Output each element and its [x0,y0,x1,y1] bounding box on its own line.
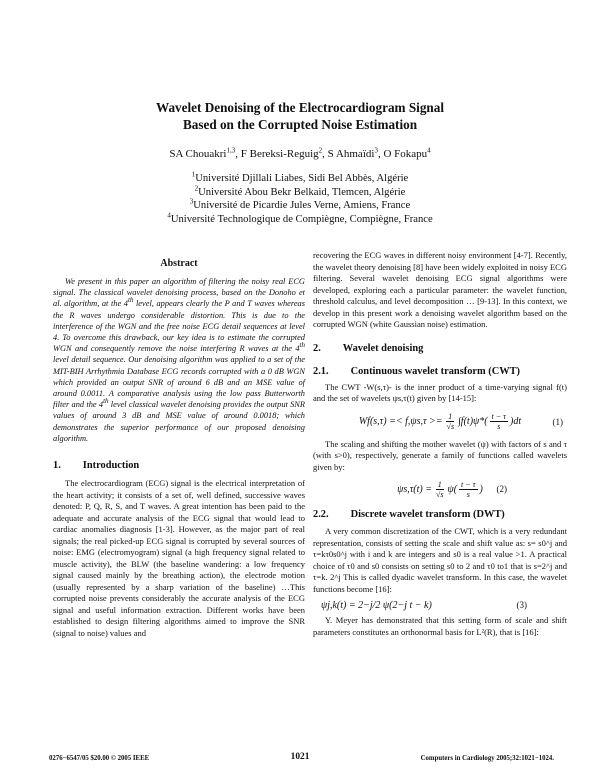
eq2-end: ) [479,483,483,495]
affil-mark: 1 [191,170,196,179]
affil-mark: 4 [167,211,171,220]
eq2-psi: ψ( [447,483,458,495]
scaling-paragraph: The scaling and shifting the mother wavelet (ψ) with factors of s and τ (with s>0), respectively, generate a family of functions called wavelets given by: [313,438,567,472]
author-list: SA Chouakri$^{1,3}$, F Bereksi-Reguig$^2$, S Ahmaïdi$^3$, O Fokapu$^4$ [169,146,431,160]
affiliation [0,172,600,186]
affil-text: Université Technologique de Compiègne, Compiègne, France [170,213,433,225]
eq1-lhs: Wf(s,τ) =< f,ψs,τ >= [358,416,443,427]
subsection-title: Continuous wavelet transform (CWT) [350,365,521,377]
author-affil-mark: 3 [374,146,378,155]
page-number: 1021 [290,752,310,762]
author-name: F Bereksi-Reguig [240,148,319,160]
right-column [313,250,567,638]
equation-1 [313,405,567,439]
author-name: O Fokapu [383,148,428,160]
author-affil-mark: 1,3 [226,146,236,155]
meyer-paragraph: Y. Meyer has demonstrated that this setting form of scale and shift parameters constitutes an orthonormal basis for L²(R), that is [16]: [313,615,567,637]
equation-2 [313,473,567,505]
eq2-prefactor: $\frac{1}{√s}$ [435,479,444,499]
left-column [53,258,305,639]
subsection-number: 2.2. [313,509,329,520]
footer-citation: Computers in Cardiology 2005;32:1021−1024. [420,755,554,762]
title-line-1: Wavelet Denoising of the Electrocardiogram Signal [155,100,445,115]
subsection-heading-dwt [313,509,567,520]
dwt-paragraph: A very common discretization of the CWT, which is a very redundant representation, consists of setting the scale and shift value as: s= s0^j and τ=kτ0s0^j with i and k are integers and s0 is a real value >1. A practical choice of τ0 and s0 consists on setting s0 to 2 and τ0 to1 that is s=2^j and τ=k. 2^j This is called dyadic wavelet transform. In this case, the wavelet functions become [16]: [313,526,567,594]
subsection-title: Discrete wavelet transform (DWT) [350,509,505,520]
eq2-lhs: ψs,τ(t) = [397,483,432,495]
eq1-fraction: $\frac{t - \tau}{s}$ [491,412,507,431]
equation-number: (2) [496,484,507,494]
eq1-integral: ∫f(t)ψ*( [458,416,488,427]
intro-paragraph: The electrocardiogram (ECG) signal is the electrical interpretation of the heart activity; it consists of a set of, well defined, successive waves denoted: P, Q, R, S, and T waves. A great intention has been paid to the adequate and accurate analysis of the ECG signal that would lead to cardiac anomalies diagnosis [1-3]. However, as the major part of real signals; the real picked-up ECG signal is corrupted by several sources of noise: EMG (electromyogram) signal (a high frequency signal related to muscle activity), the BLW (the baseline wandering: a low frequency signal caused mainly by the breathing action), the electrode motion (usually represented by a sharp variation of the baseline) …This corrupted noise prevents considerably the accurate analysis of the ECG signal and useful information extraction. Different works have been established to design filtering algorithms aimed to improve the SNR (signal to noise) values and [53,478,305,638]
eq2-fraction: $\frac{t - \tau}{s}$ [461,479,476,499]
subsection-number: 2.1. [313,365,329,377]
section-number: 1. [53,460,61,472]
equation-number: (3) [516,600,527,610]
eq1-end: )dt [510,416,522,427]
intro-continued-paragraph: recovering the ECG waves in different noisy environment [4-7]. Recently, the wavelet theory denoising [8] have been widely exploited in noisy ECG filtering. Several wavelet denoising ECG signal algorithms were developed, exploring each a particular parameter: the wavelet function, threshold calculus, and level decomposition … [9-13]. In this context, we develop in this present work a denoising wavelet algorithm based on the corrupted WGN (white Gaussian noise) estimation. [313,250,567,329]
section-title: Wavelet denoising [342,342,424,354]
equation-number: (1) [552,416,563,427]
section-number: 2. [313,342,321,354]
section-title: Introduction [82,460,140,472]
cwt-paragraph: The CWT -W(s,τ)- is the inner product of a time-varying signal f(t) and the set of wavelets ψs,τ(t) given by [14-15]: [313,381,567,403]
paper-title [0,99,600,133]
eq3-text: ψj,k(t) = 2−j/2 ψ(2−j t − k) [321,599,432,611]
affiliation-list [0,172,600,226]
author-name: S Ahmaïdi [327,148,375,160]
footer-copyright: 0276−6547/05 $20.00 © 2005 IEEE [49,755,150,762]
affil-text: Université Djillali Liabes, Sidi Bel Abbès, Algérie [195,173,409,184]
subsection-heading-cwt [313,366,567,377]
author-affil-mark: 4 [427,146,431,155]
equation-3 [313,595,567,615]
affil-mark: 2 [194,184,199,193]
eq1-prefactor: $\frac{1}{√s}$ [446,412,455,431]
affiliation [0,199,600,213]
abstract-heading: Abstract [160,258,198,269]
section-heading-introduction [53,460,305,471]
affil-mark: 3 [189,197,194,206]
section-heading-wavelet-denoising [313,343,567,354]
author-affil-mark: 2 [318,146,323,155]
affil-text: Université de Picardie Jules Verne, Amiens, France [193,200,411,212]
affil-text: Université Abou Bekr Belkaid, Tlemcen, Algérie [198,186,406,198]
title-line-2: Based on the Corrupted Noise Estimation [182,117,418,132]
author-name: SA Chouakri [169,148,227,160]
affiliation [0,213,600,227]
abstract-text: We present in this paper an algorithm of filtering the noisy real ECG signal. The classical wavelet denoising process, based on the Donoho et al. algorithm, at the 4th level, appears clearly the P and T waves whereas the R waves undergo considerable distortion. This is due to the interference of the WGN and the free noise ECG detail sequences at level 4. To overcome this drawback, our key idea is to estimate the corrupted WGN and consequently remove the noise interfering R waves at the 4th level detail sequence. Our denoising algorithm was applied to a set of the MIT-BIH Arrhythmia Database ECG records corrupted with a 0 dB WGN which provided an output SNR of around 6 dB and an MSE value of around 0.0011. A comparative analysis using the low pass Butterworth filter and the 4th level classical wavelet denoising provides the output SNR values of around 3 dB and MSE value of around 0.0018; which demonstrates the superior performance of our proposed denoising algorithm. [53,277,305,443]
affiliation [0,186,600,200]
